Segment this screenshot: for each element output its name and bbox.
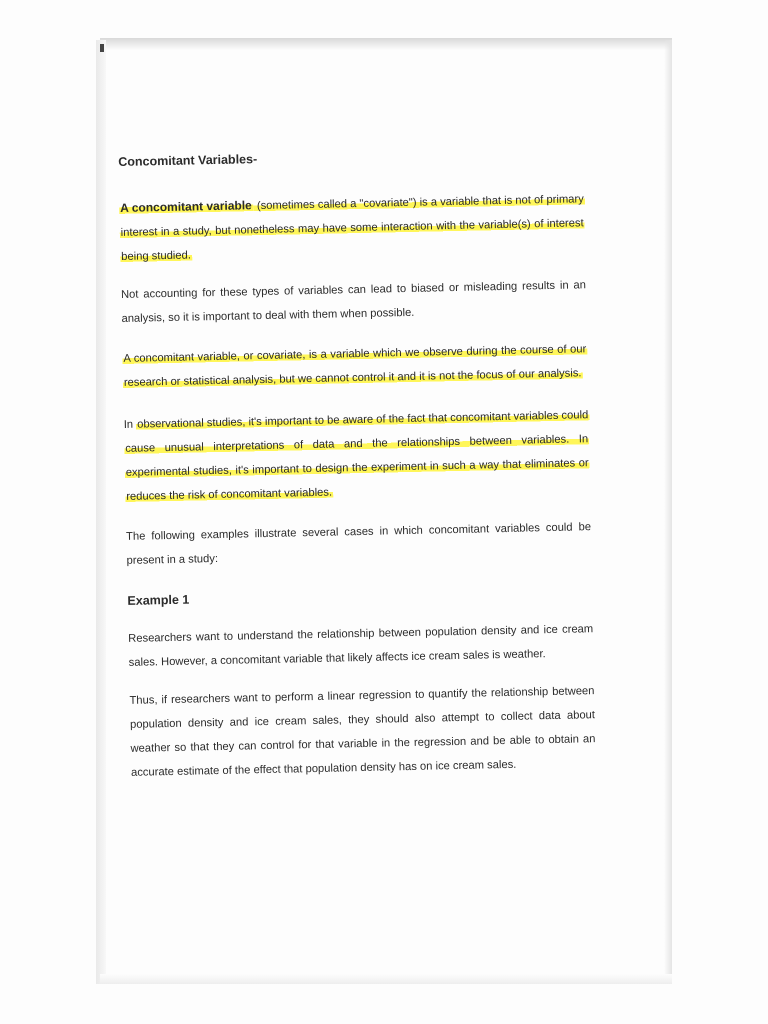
scan-corner-mark	[100, 44, 104, 52]
paragraph-example-1: Researchers want to understand the relationship between population density and ice cream sales. However, a concomitant variable that likely affects ice cream sales is weather.	[128, 623, 594, 669]
paragraph-studies	[124, 403, 591, 509]
highlighted-covariate-text: A concomitant variable, or covariate, is a variable which we observe during the course of our research or statistical analysis, but we cannot control it and it is not the focus of our analysis.	[123, 343, 587, 389]
paragraph-covariate	[122, 337, 588, 395]
scan-top-edge	[100, 38, 672, 50]
document-page	[118, 140, 596, 785]
example-1-heading: Example 1	[127, 592, 190, 608]
page-title: Concomitant Variables-	[118, 152, 258, 169]
highlighted-definition: (sometimes called a "covariate") is a variable that is not of primary interest in a study, but nonetheless may have some interaction with the variable(s) of interest being studied.	[120, 193, 584, 263]
studies-lead: In	[123, 418, 137, 431]
scan-right-edge	[664, 40, 672, 984]
highlighted-studies-text: observational studies, it's important to be aware of the fact that concomitant variables could cause unusual interpretations of data and the relationships between variables. In experimental studies, it's important to design the experiment in such a way that eliminates or reduces the risk of concomitant variables.	[125, 409, 589, 503]
scan-bottom-edge	[100, 974, 672, 984]
paragraph-bias: Not accounting for these types of variables can lead to biased or misleading results in an analysis, so it is important to deal with them when possible.	[120, 279, 587, 325]
paragraph-definition	[119, 186, 585, 269]
paragraph-examples-intro: The following examples illustrate several cases in which concomitant variables could be present in a study:	[125, 521, 592, 567]
scan-left-edge	[96, 40, 106, 984]
highlighted-term: A concomitant variable	[120, 198, 252, 215]
paragraph-regression: Thus, if researchers want to perform a linear regression to quantify the relationship between population density and ice cream sales, they should also attempt to collect data about weather so that they can control for that variable in the regression and be able to obtain an accurate estimate of the effect that population density has on ice cream sales.	[129, 685, 596, 779]
